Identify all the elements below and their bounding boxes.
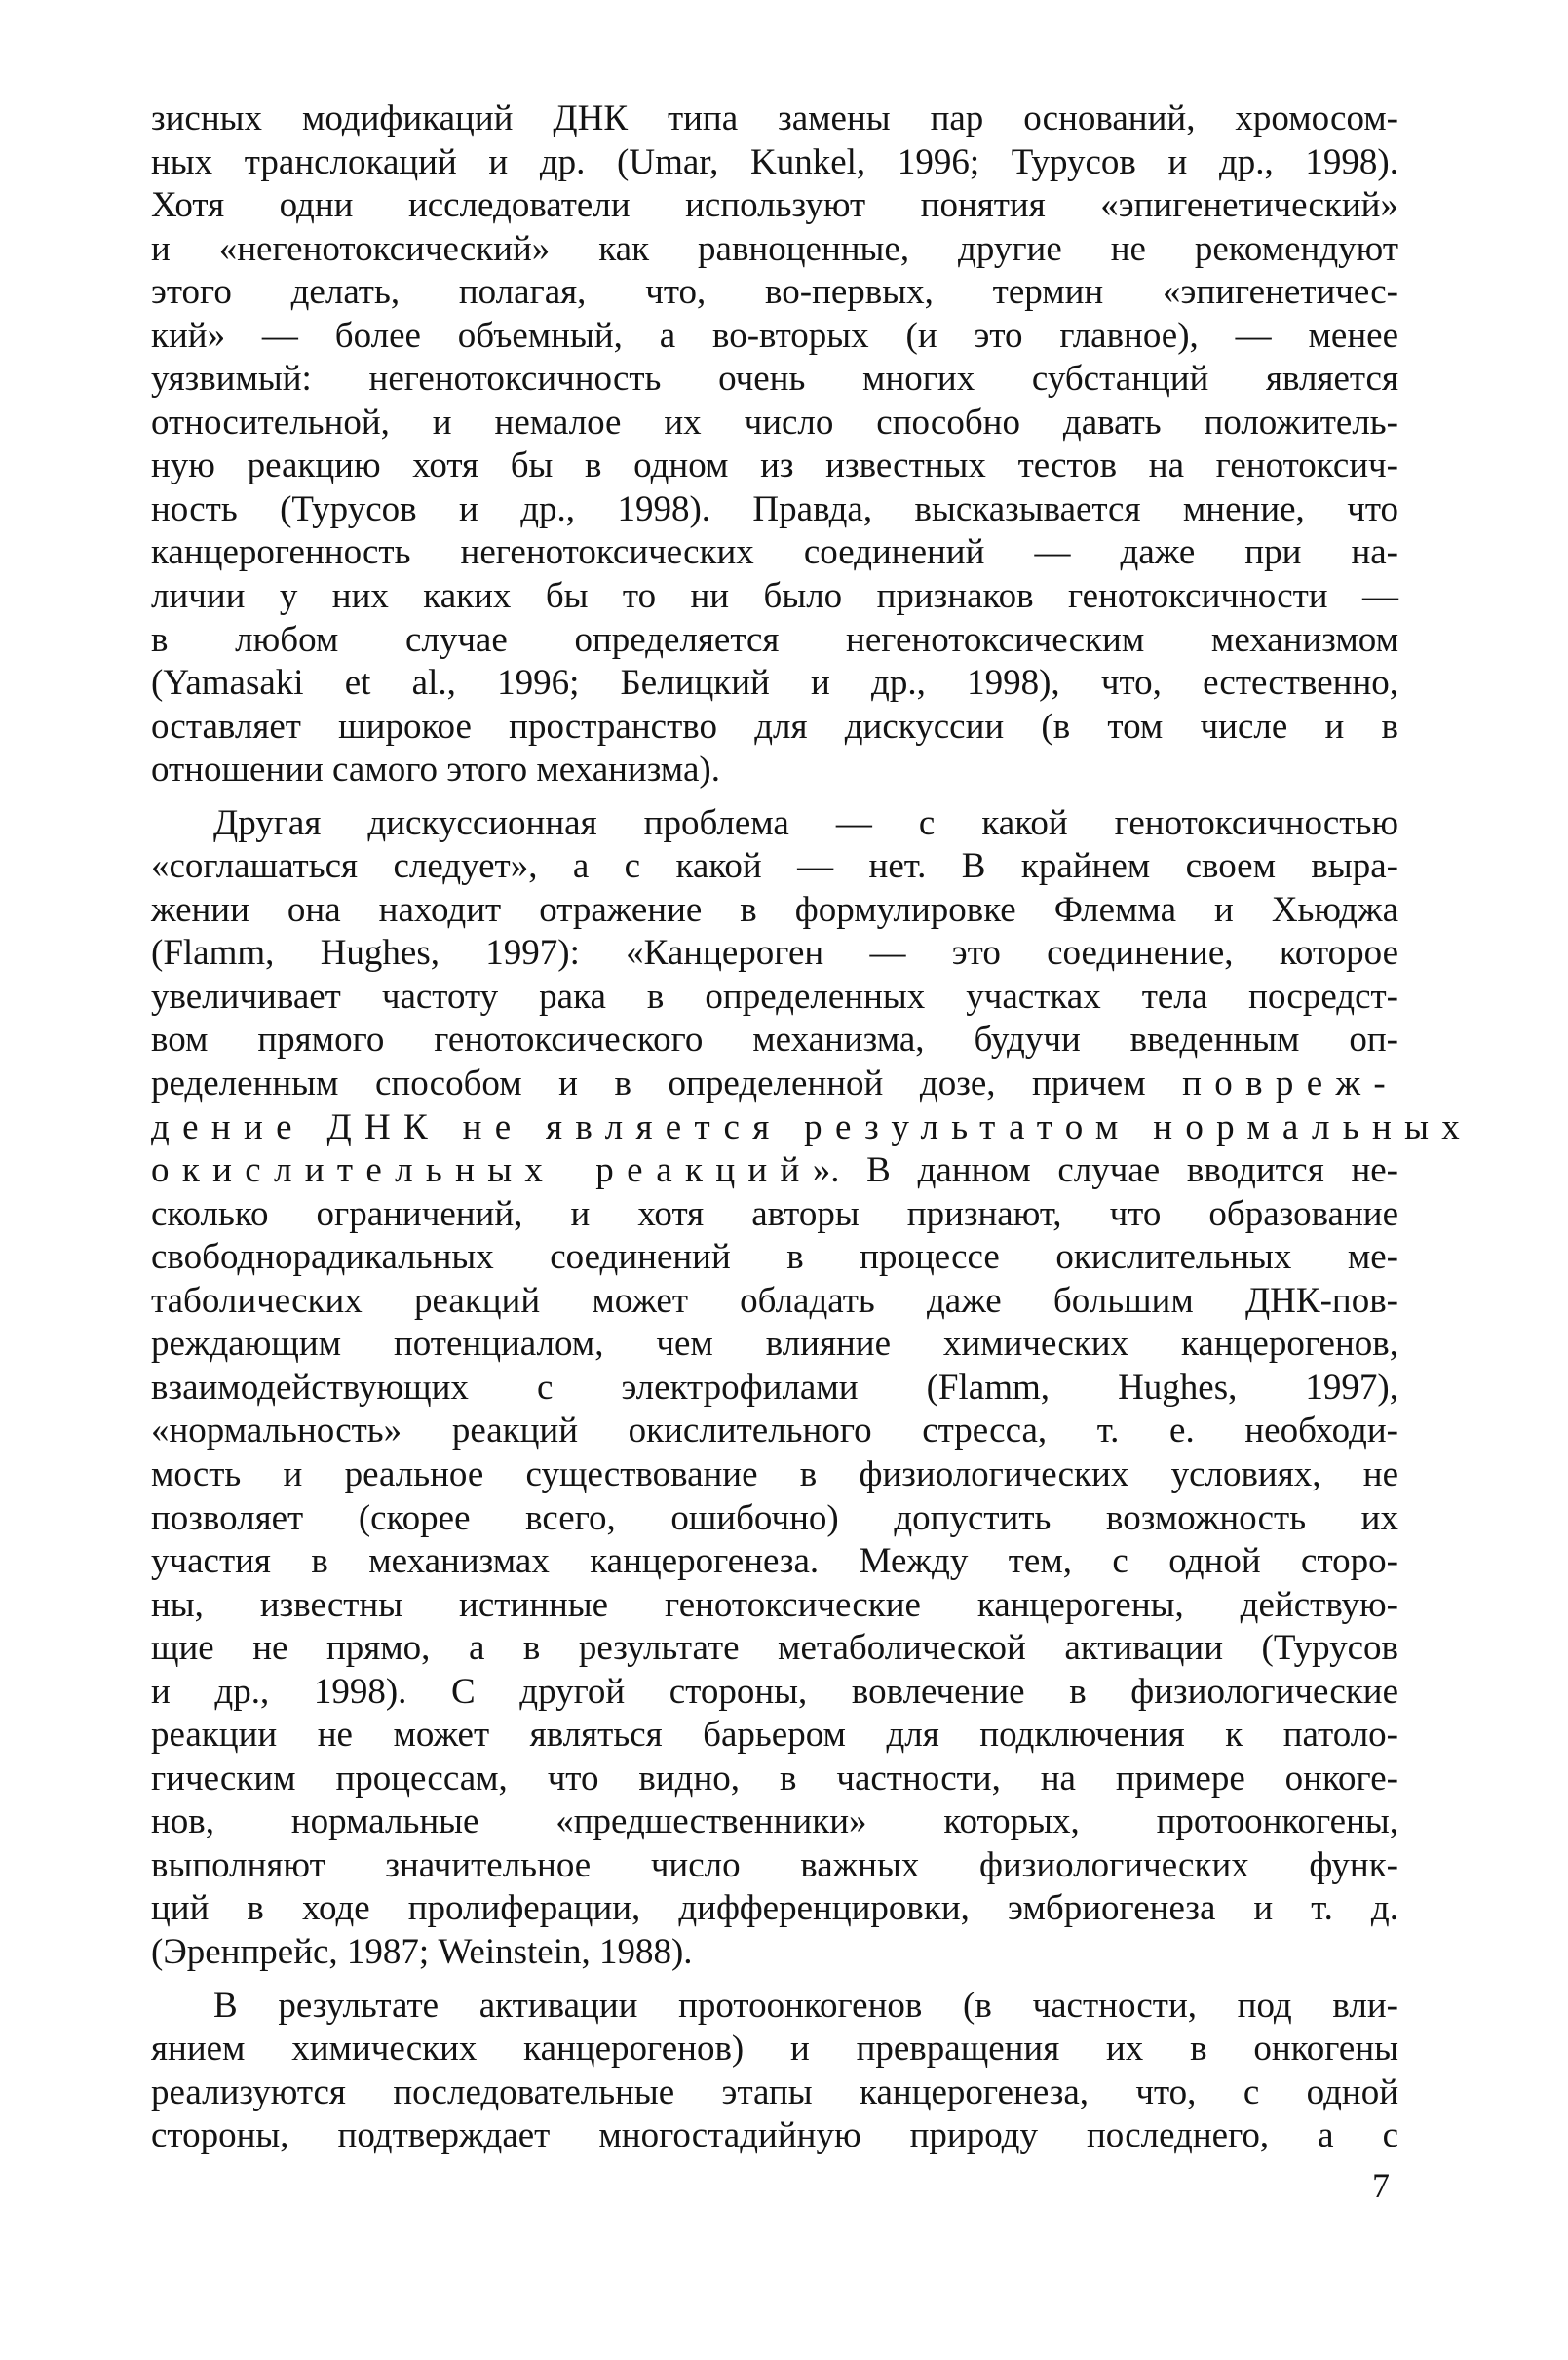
text-line: Хотя одни исследователи используют понятия «эпигенетический» — [151, 185, 1398, 226]
text-line: относительной, и немалое их число способно давать положитель- — [151, 402, 1398, 443]
text-line: ны, известны истинные генотоксические канцерогены, действую- — [151, 1584, 1398, 1625]
text-line: «соглашаться следует», а с какой — нет. В крайнем своем выра- — [151, 846, 1398, 887]
spaced-emphasis: повреж- — [1182, 1064, 1398, 1104]
text-line: этого делать, полагая, что, во-первых, термин «эпигенетичес- — [151, 272, 1398, 313]
text-line: личии у них каких бы то ни было признаков генотоксичности — — [151, 576, 1398, 617]
text-line: в любом случае определяется негенотоксическим механизмом — [151, 619, 1398, 660]
text-line: таболических реакций может обладать даже большим ДНК-пов- — [151, 1280, 1398, 1321]
text-line: окислительных реакций». В данном случае вводится не- — [151, 1150, 1399, 1191]
text-line: отношении самого этого механизма). — [151, 750, 720, 791]
text-line: кий» — более объемный, а во-вторых (и это главное), — менее — [151, 315, 1398, 356]
text-line: участия в механизмах канцерогенеза. Между тем, с одной сторо- — [151, 1541, 1398, 1582]
spaced-emphasis: окислительных реакций — [151, 1150, 813, 1191]
text-line: оставляет широкое пространство для дискуссии (в том числе и в — [151, 706, 1398, 747]
text-line: мость и реальное существование в физиологических условиях, не — [151, 1453, 1398, 1494]
text-line: дение ДНК не является результатом нормальных — [151, 1106, 1473, 1147]
text-line: ную реакцию хотя бы в одном из известных тестов на генотоксич- — [151, 445, 1398, 486]
text-line: нов, нормальные «предшественники» которых, протоонкогены, — [151, 1801, 1398, 1842]
text-line: ных транслокаций и др. (Umar, Kunkel, 1996; Турусов и др., 1998). — [151, 141, 1398, 182]
text-line: Другая дискуссионная проблема — с какой генотоксичностью — [213, 802, 1398, 843]
text-line: и др., 1998). С другой стороны, вовлечение в физиологические — [151, 1671, 1398, 1712]
text-line: ределенным способом и в определенной дозе, причем повреж- — [151, 1064, 1398, 1104]
text-line: жении она находит отражение в формулировке Флемма и Хьюджа — [151, 889, 1398, 930]
text-line: реждающим потенциалом, чем влияние химических канцерогенов, — [151, 1324, 1398, 1365]
text-line: ность (Турусов и др., 1998). Правда, высказывается мнение, что — [151, 488, 1398, 529]
text-line: свободнорадикальных соединений в процессе окислительных ме- — [151, 1237, 1398, 1278]
text-line: «нормальность» реакций окислительного стресса, т. е. необходи- — [151, 1411, 1398, 1451]
text-line: вом прямого генотоксического механизма, будучи введенным оп- — [151, 1020, 1398, 1061]
text-line: и «негенотоксический» как равноценные, другие не рекомендуют — [151, 228, 1398, 269]
text-line: взаимодействующих с электрофилами (Flamm, Hughes, 1997), — [151, 1367, 1398, 1408]
text-line: уязвимый: негенотоксичность очень многих субстанций является — [151, 359, 1398, 400]
text-line: щие не прямо, а в результате метаболической активации (Турусов — [151, 1628, 1398, 1669]
text-line: реакции не может являться барьером для подключения к патоло- — [151, 1715, 1398, 1756]
text-line: В результате активации протоонкогенов (в частности, под вли- — [213, 1985, 1398, 2026]
text-line: ций в ходе пролиферации, дифференцировки, эмбриогенеза и т. д. — [151, 1888, 1398, 1929]
text-line: зисных модификаций ДНК типа замены пар оснований, хромосом- — [151, 98, 1398, 138]
text-line: увеличивает частоту рака в определенных участках тела посредст- — [151, 976, 1398, 1017]
text-line: янием химических канцерогенов) и превращения их в онкогены — [151, 2029, 1398, 2070]
text-line: сколько ограничений, и хотя авторы признают, что образование — [151, 1193, 1398, 1234]
page-body — [151, 97, 1473, 2158]
text-line: гическим процессам, что видно, в частности, на примере онкоге- — [151, 1758, 1398, 1799]
text-line: позволяет (скорее всего, ошибочно) допустить возможность их — [151, 1497, 1398, 1538]
text-line: стороны, подтверждает многостадийную природу последнего, а с — [151, 2115, 1398, 2156]
text-line: канцерогенность негенотоксических соединений — даже при на- — [151, 532, 1398, 573]
page-number: 7 — [1372, 2166, 1390, 2205]
text-line: реализуются последовательные этапы канцерогенеза, что, с одной — [151, 2071, 1398, 2112]
text-line: (Эренпрейс, 1987; Weinstein, 1988). — [151, 1931, 693, 1972]
text-line: (Yamasaki et al., 1996; Белицкий и др., 1998), что, естественно, — [151, 663, 1398, 704]
text-line: (Flamm, Hughes, 1997): «Канцероген — это соединение, которое — [151, 933, 1398, 974]
text-line: выполняют значительное число важных физиологических функ- — [151, 1844, 1398, 1885]
